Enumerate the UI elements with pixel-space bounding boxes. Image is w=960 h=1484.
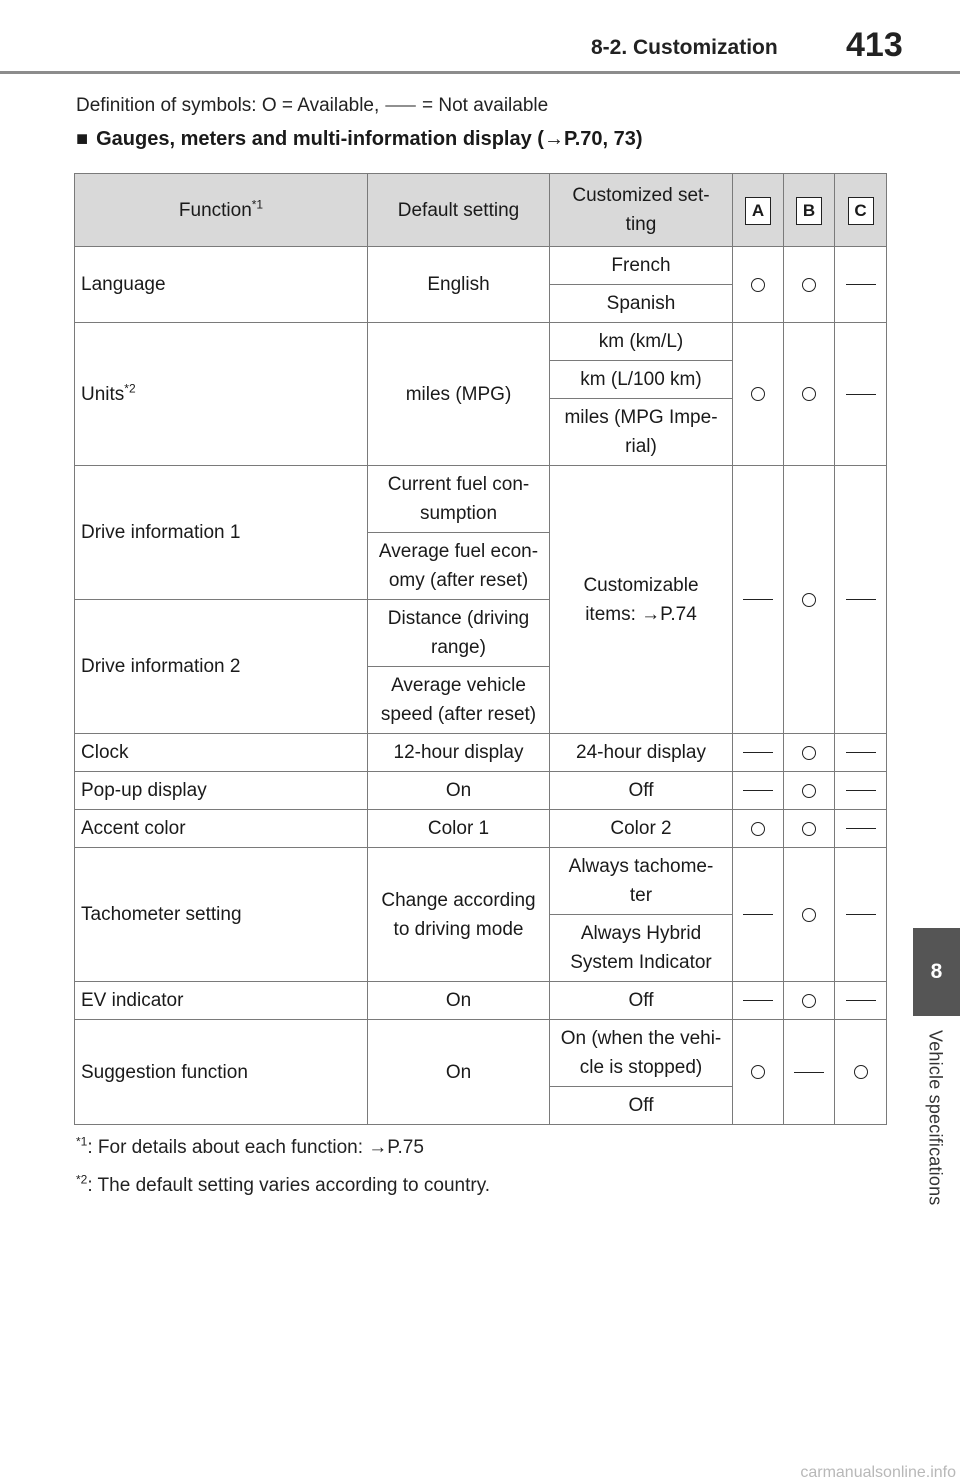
col-c-cell	[835, 323, 887, 466]
function-cell: Drive information 1	[75, 466, 368, 600]
available-circle-icon	[751, 822, 765, 836]
col-a-cell	[733, 323, 784, 466]
header-default-setting: Default setting	[368, 174, 550, 247]
col-b-cell	[784, 466, 835, 734]
option-cell: Color 2	[550, 810, 733, 848]
not-available-dash-icon	[743, 1000, 773, 1001]
not-available-dash-icon	[743, 599, 773, 600]
col-b-cell	[784, 982, 835, 1020]
table-row	[75, 734, 887, 772]
header-col-b: B	[784, 174, 835, 247]
function-cell: Tachometer setting	[75, 848, 368, 982]
page-number: 413	[846, 26, 903, 64]
option-cell: Customizable items: →P.74	[550, 466, 733, 734]
col-c-cell	[835, 810, 887, 848]
not-available-dash-icon	[846, 599, 876, 600]
col-c-cell	[835, 466, 887, 734]
col-a-cell	[733, 848, 784, 982]
default-cell: 12-hour display	[368, 734, 550, 772]
option-cell: km (km/L)	[550, 323, 733, 361]
function-cell: Accent color	[75, 810, 368, 848]
settings-table	[74, 173, 887, 1125]
not-available-dash-icon	[846, 394, 876, 395]
col-a-cell	[733, 1020, 784, 1125]
option-cell: Off	[550, 982, 733, 1020]
col-c-cell	[835, 247, 887, 323]
function-cell: Language	[75, 247, 368, 323]
not-available-dash-icon	[743, 752, 773, 753]
not-available-dash-icon	[846, 790, 876, 791]
col-c-cell	[835, 772, 887, 810]
col-b-cell	[784, 1020, 835, 1125]
option-cell: On (when the vehi- cle is stopped)	[550, 1020, 733, 1087]
function-cell: Suggestion function	[75, 1020, 368, 1125]
chapter-tab: 8	[913, 928, 960, 1016]
default-cell: Current fuel con- sumption	[368, 466, 550, 533]
col-b-cell	[784, 848, 835, 982]
option-cell: Off	[550, 772, 733, 810]
col-c-cell	[835, 848, 887, 982]
col-c-cell	[835, 1020, 887, 1125]
col-a-cell	[733, 772, 784, 810]
default-cell: Average fuel econ- omy (after reset)	[368, 533, 550, 600]
watermark: carmanualsonline.info	[800, 1464, 956, 1481]
table-row	[75, 982, 887, 1020]
function-cell: Units$^{*2}$	[75, 323, 368, 466]
function-cell: Drive information 2	[75, 600, 368, 734]
table-row	[75, 848, 887, 915]
col-a-cell	[733, 810, 784, 848]
col-a-cell	[733, 466, 784, 734]
default-cell: Distance (driving range)	[368, 600, 550, 667]
default-cell: Change according to driving mode	[368, 848, 550, 982]
col-a-cell	[733, 247, 784, 323]
col-b-cell	[784, 734, 835, 772]
available-circle-icon	[802, 278, 816, 292]
available-circle-icon	[751, 387, 765, 401]
not-available-dash-icon	[743, 914, 773, 915]
function-cell: Pop-up display	[75, 772, 368, 810]
default-cell: Color 1	[368, 810, 550, 848]
footnote-1: $^{*1}$: For details about each function: →P.75	[76, 1134, 424, 1158]
not-available-dash-icon	[846, 1000, 876, 1001]
option-cell: French	[550, 247, 733, 285]
square-bullet-icon: ■	[76, 128, 89, 150]
col-c-cell	[835, 982, 887, 1020]
section-title: 8-2. Customization	[591, 36, 778, 59]
default-cell: miles (MPG)	[368, 323, 550, 466]
not-available-dash-icon	[846, 914, 876, 915]
header-col-c: C	[835, 174, 887, 247]
function-cell: EV indicator	[75, 982, 368, 1020]
table-header-row	[75, 174, 887, 247]
not-available-dash-icon	[846, 752, 876, 753]
available-circle-icon	[802, 784, 816, 798]
option-cell: 24-hour display	[550, 734, 733, 772]
available-circle-icon	[802, 908, 816, 922]
header-function: Function$^{*1}$	[75, 174, 368, 247]
not-available-dash-icon	[846, 284, 876, 285]
chapter-label: Vehicle specifications	[925, 1030, 946, 1206]
available-circle-icon	[751, 1065, 765, 1079]
available-circle-icon	[751, 278, 765, 292]
default-cell: Average vehicle speed (after reset)	[368, 667, 550, 734]
option-cell: Always Hybrid System Indicator	[550, 915, 733, 982]
section-heading-text: Gauges, meters and multi-information display (→P.70, 73)	[96, 128, 643, 150]
not-available-dash-icon	[794, 1072, 824, 1073]
available-circle-icon	[854, 1065, 868, 1079]
table-row	[75, 466, 887, 533]
function-cell: Clock	[75, 734, 368, 772]
default-cell: On	[368, 1020, 550, 1125]
symbol-definition: Definition of symbols: O = Available, ⸺ = Not available	[76, 95, 549, 116]
not-available-dash-icon	[846, 828, 876, 829]
col-b-cell	[784, 772, 835, 810]
default-cell: English	[368, 247, 550, 323]
option-cell: Always tachome- ter	[550, 848, 733, 915]
header-customized-setting: Customized set- ting	[550, 174, 733, 247]
col-b-cell	[784, 323, 835, 466]
option-cell: miles (MPG Impe- rial)	[550, 399, 733, 466]
default-cell: On	[368, 772, 550, 810]
header-col-a: A	[733, 174, 784, 247]
col-a-cell	[733, 982, 784, 1020]
col-a-cell	[733, 734, 784, 772]
table-row	[75, 323, 887, 361]
available-circle-icon	[802, 593, 816, 607]
col-b-cell	[784, 810, 835, 848]
option-cell: Spanish	[550, 285, 733, 323]
section-heading	[76, 128, 643, 151]
option-cell: Off	[550, 1087, 733, 1125]
not-available-dash-icon	[743, 790, 773, 791]
col-c-cell	[835, 734, 887, 772]
table-row	[75, 1020, 887, 1087]
default-cell: On	[368, 982, 550, 1020]
available-circle-icon	[802, 387, 816, 401]
available-circle-icon	[802, 746, 816, 760]
footnote-2: $^{*2}$: The default setting varies according to country.	[76, 1172, 491, 1196]
available-circle-icon	[802, 994, 816, 1008]
option-cell: km (L/100 km)	[550, 361, 733, 399]
table-row	[75, 772, 887, 810]
header-divider	[0, 71, 960, 74]
col-b-cell	[784, 247, 835, 323]
available-circle-icon	[802, 822, 816, 836]
table-row	[75, 247, 887, 285]
table-row	[75, 810, 887, 848]
